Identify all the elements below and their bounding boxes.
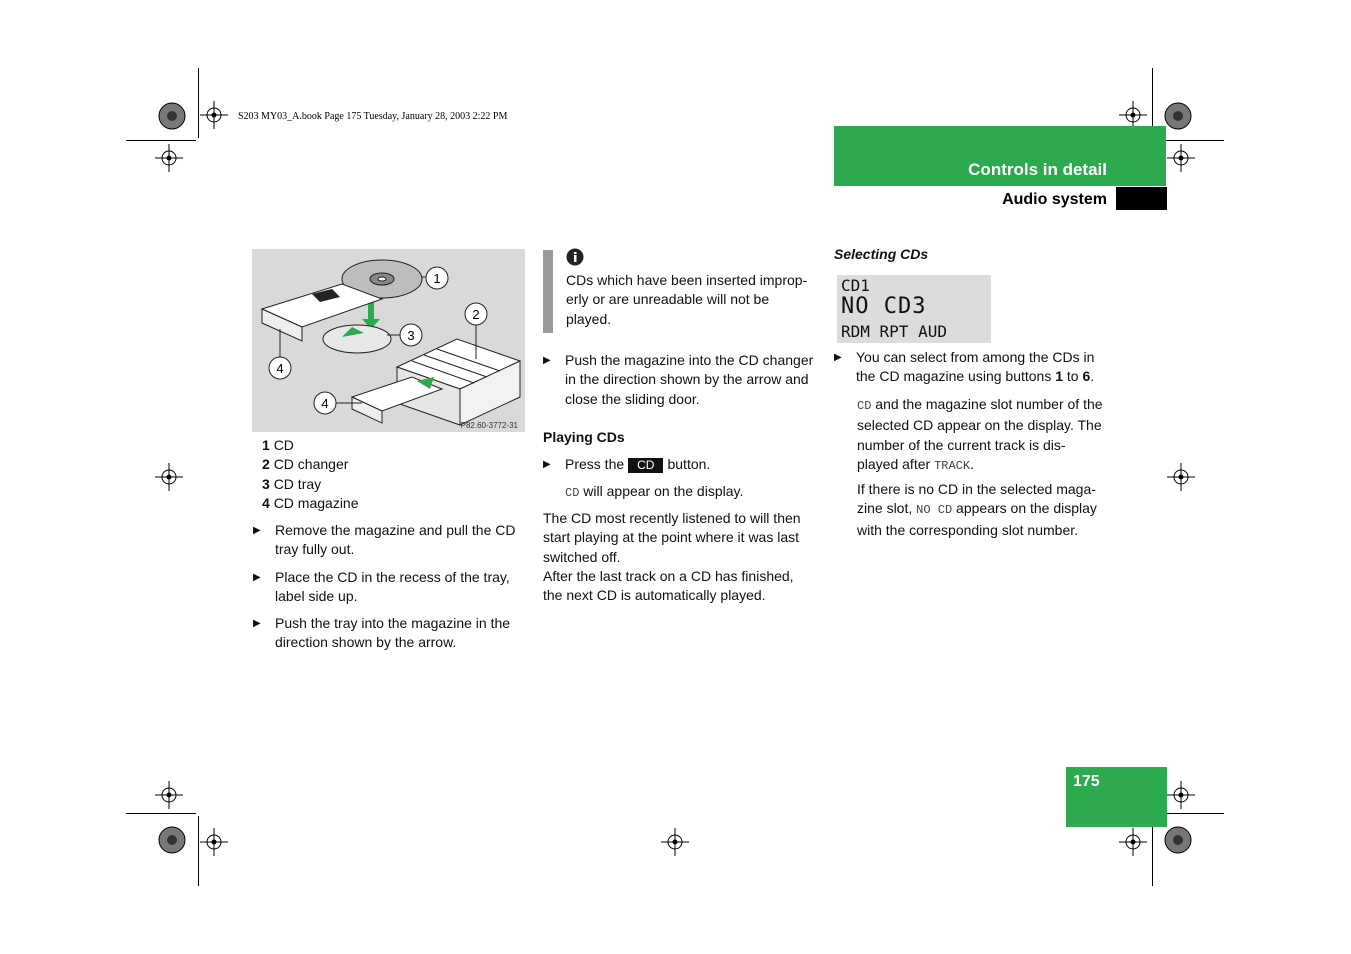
playing-paragraph: The CD most recently listened to will then start playing at the point where it was last switched off. After the last track on a CD has finished, the next CD is automatically played. [543,510,801,604]
registration-mark-icon [200,828,228,856]
page-number-tab [1066,767,1167,827]
registration-mark-icon [1167,781,1195,809]
header-tab [1116,187,1167,210]
bullet-arrow-icon: ▶ [253,572,261,583]
bullet-arrow-icon: ▶ [834,352,842,363]
bullet-arrow-icon: ▶ [543,355,551,366]
info-icon [566,248,584,266]
registration-mark-icon [200,101,228,129]
callout-4b-label: 4 [321,396,329,411]
registration-mark-icon [1119,101,1147,129]
registration-mark-icon [1167,144,1195,172]
callout-3-label: 3 [407,328,415,343]
color-target-icon [159,827,185,853]
legend-item: 2 CD changer [262,456,349,473]
subsection-title: Audio system [1002,191,1107,208]
cd-appear-text: CD will appear on the display. [565,483,744,500]
info-bar [543,250,553,333]
color-target-icon [1165,827,1191,853]
figure-legend [262,436,359,513]
section-title: Controls in detail [968,160,1107,179]
display-line-3: RDM RPT AUD [841,322,947,341]
color-target-icon [1165,103,1191,129]
radio-display [837,275,991,343]
callout-2-label: 2 [472,307,480,322]
legend-item: 3 CD tray [262,475,322,492]
cd-button: CD [628,458,663,473]
display-line-2: NO CD3 [841,294,927,319]
page-number: 175 [1073,773,1100,790]
no-cd-paragraph: If there is no CD in the selected maga- zine slot, NO CD appears on the display with the corresponding slot number. [857,481,1097,538]
display-line-1: CD1 [841,276,870,295]
bullet-arrow-icon: ▶ [543,459,551,470]
color-target-icon [159,103,185,129]
registration-mark-icon [155,463,183,491]
callout-4a-label: 4 [276,361,284,376]
cd-slot-paragraph: CD and the magazine slot number of the selected CD appear on the display. The number of the current track is dis- played after TRACK. [857,396,1103,473]
figure-code: P82.60-3772-31 [460,421,518,430]
legend-item: 1 CD [262,437,294,453]
registration-mark-icon [155,144,183,172]
callout-1-label: 1 [433,271,441,286]
info-note: CDs which have been inserted improp- erly or are unreadable will not be played. [566,272,808,327]
selecting-cds-title: Selecting CDs [834,246,929,262]
cd-changer-illustration [252,249,525,432]
registration-mark-icon [1119,828,1147,856]
file-header: S203 MY03_A.book Page 175 Tuesday, January 28, 2003 2:22 PM [238,111,508,122]
bullet-arrow-icon: ▶ [253,525,261,536]
registration-mark-icon [1167,463,1195,491]
playing-cds-title: Playing CDs [543,429,625,445]
bullet-arrow-icon: ▶ [253,618,261,629]
cd-changer-figure [252,249,525,432]
registration-mark-icon [661,828,689,856]
legend-item: 4 CD magazine [262,494,359,511]
registration-mark-icon [155,781,183,809]
